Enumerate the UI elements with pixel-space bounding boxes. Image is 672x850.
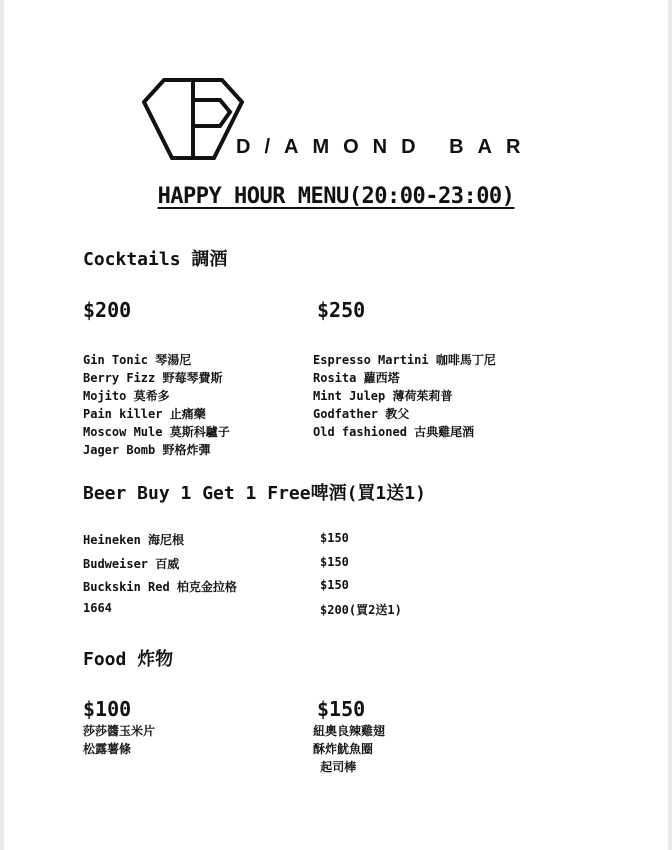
beer-price: $150	[320, 531, 349, 545]
beer-price: $150	[320, 578, 349, 592]
food-price-100: $100	[83, 697, 132, 721]
beer-name: Buckskin Red 柏克金拉格	[83, 580, 237, 594]
list-item: 起司棒	[313, 760, 357, 774]
beer-row	[83, 531, 503, 548]
list-item: 紐奧良辣雞翅	[313, 724, 386, 738]
beer-row	[83, 601, 503, 615]
beer-row	[83, 555, 503, 572]
food-list-100	[83, 722, 155, 758]
food-heading: Food 炸物	[83, 649, 174, 670]
cocktails-list-250	[313, 351, 496, 441]
beer-name: 1664	[83, 601, 112, 615]
brand-name: D/AMOND BAR	[236, 136, 535, 158]
list-item: Mint Julep 薄荷茱莉普	[313, 389, 453, 403]
menu-page	[4, 0, 668, 850]
cocktails-price-250: $250	[317, 298, 366, 322]
beer-price: $150	[320, 555, 349, 569]
list-item: Espresso Martini 咖啡馬丁尼	[313, 353, 496, 367]
list-item: Rosita 蘿西塔	[313, 371, 400, 385]
food-price-150: $150	[317, 697, 366, 721]
cocktails-list-200	[83, 351, 230, 459]
beer-price: $200(買2送1)	[320, 603, 402, 617]
list-item: Berry Fizz 野莓琴費斯	[83, 371, 223, 385]
list-item: Godfather 教父	[313, 407, 410, 421]
list-item: 松露薯條	[83, 742, 132, 756]
list-item: Gin Tonic 琴湯尼	[83, 353, 192, 367]
cocktails-price-200: $200	[83, 298, 132, 322]
list-item: Jager Bomb 野格炸彈	[83, 443, 211, 457]
beer-heading: Beer Buy 1 Get 1 Free啤酒(買1送1)	[83, 483, 426, 504]
list-item: Moscow Mule 莫斯科驢子	[83, 425, 230, 439]
cocktails-heading: Cocktails 調酒	[83, 249, 228, 270]
page-title: HAPPY HOUR MENU(20:00-23:00)	[157, 184, 515, 209]
beer-name: Heineken 海尼根	[83, 533, 185, 547]
list-item: Mojito 莫希多	[83, 389, 170, 403]
list-item: 莎莎醬玉米片	[83, 724, 156, 738]
list-item: 酥炸魷魚圈	[313, 742, 374, 756]
beer-row	[83, 578, 503, 595]
list-item: Old fashioned 古典雞尾酒	[313, 425, 475, 439]
list-item: Pain killer 止痛藥	[83, 407, 206, 421]
food-list-150	[313, 722, 385, 776]
beer-name: Budweiser 百威	[83, 557, 180, 571]
diamond-logo-icon	[142, 78, 244, 160]
